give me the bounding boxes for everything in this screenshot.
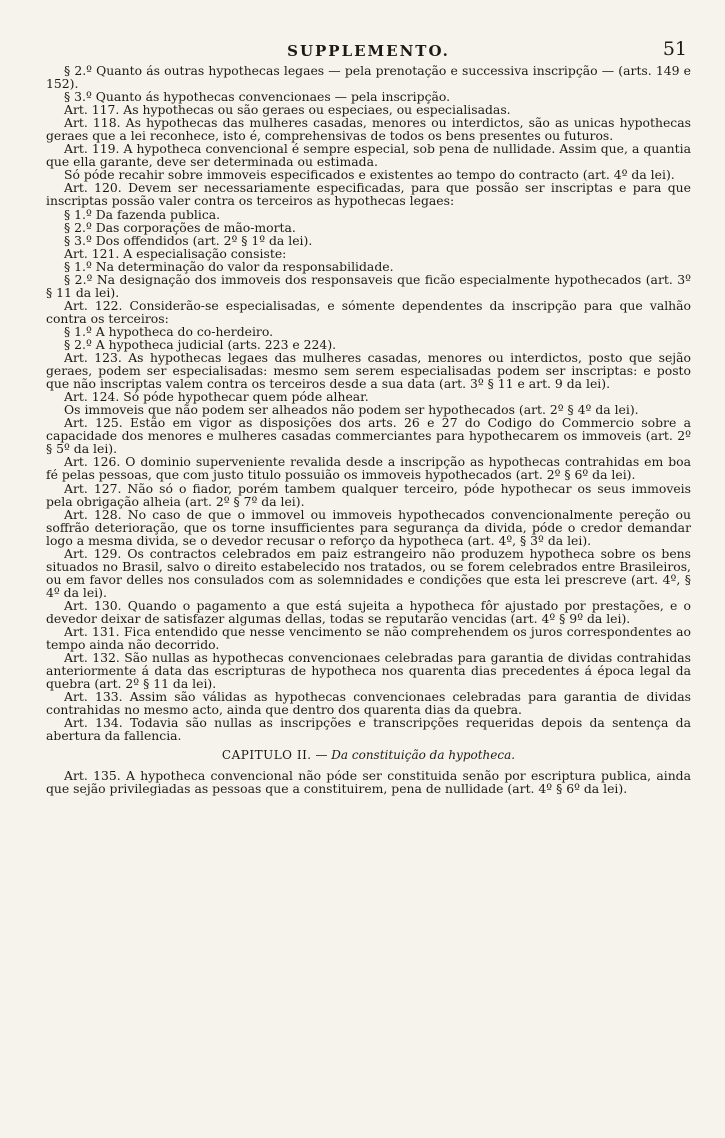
paragraph: Art. 119. A hypotheca convencional é sempre especial, sob pena de nullidade. Assim que, a quantia que ella garante, deve ser determinada ou estimada. [46, 141, 691, 170]
paragraph: § 2.º Na designação dos immoveis dos responsaveis que ficão especialmente hypothecados (art. 3º § 11 da lei). [46, 271, 691, 300]
page-header [46, 36, 691, 64]
paragraph: Art. 120. Devem ser necessariamente especificadas, para que possão ser inscriptas e para que inscriptas possão valer contra os terceiros as hypothecas legaes: [46, 180, 691, 209]
paragraph: Art. 134. Todavia são nullas as inscripções e transcripções requeridas depois da sentença da abertura da fallencia. [46, 715, 691, 744]
chapter-dash: — [315, 748, 328, 763]
paragraph: § 3.º Quanto ás hypothecas convencionaes — pela inscripção. [64, 89, 451, 105]
paragraph: § 3.º Dos offendidos (art. 2º § 1º da lei). [64, 232, 313, 248]
paragraph: Art. 121. A especialisação consiste: [64, 245, 287, 261]
paragraph: Só póde recahir sobre immoveis especificados e existentes ao tempo do contracto (art. 4º da lei). [64, 167, 675, 183]
paragraph: Art. 133. Assim são válidas as hypothecas convencionaes celebradas para garantia de dividas contrahidas no mesmo acto, ainda que dentro dos quarenta dias da quebra. [46, 689, 691, 718]
chapter-title: Da constituição da hypotheca. [331, 748, 516, 763]
paragraph: Art. 117. As hypothecas ou são geraes ou especiaes, ou especialisadas. [64, 102, 511, 118]
paragraph: Art. 118. As hypothecas das mulheres casadas, menores ou interdictos, são as unicas hypothecas geraes que a lei reconhece, isto é, comprehensivas de todos os bens presentes ou futuros. [46, 115, 691, 144]
chapter-heading [46, 748, 691, 762]
paragraph: § 1.º Da fazenda publica. [64, 206, 221, 222]
page-number: 51 [662, 38, 687, 60]
paragraph: Art. 122. Considerão-se especialisadas, e sómente dependentes da inscripção para que valhão contra os terceiros: [46, 297, 691, 326]
paragraph: Art. 130. Quando o pagamento a que está sujeita a hypotheca fôr ajustado por prestações, e o devedor deixar de satisfazer algumas dellas, todas se reputarão vencidas (art. 4º § 9º da lei). [46, 597, 691, 626]
paragraph: § 2.º A hypotheca judicial (arts. 223 e 224). [64, 336, 337, 352]
body-text-after [46, 769, 691, 795]
paragraph: Art. 124. Só póde hypothecar quem póde alhear. [64, 389, 369, 405]
paragraph: Os immoveis que não podem ser alheados não podem ser hypothecados (art. 2º § 4º da lei). [64, 402, 639, 418]
paragraph: § 2.º Quanto ás outras hypothecas legaes — pela prenotação e successiva inscripção — (arts. 149 e 152). [46, 63, 691, 92]
paragraph: Art. 126. O dominio superveniente revalida desde a inscripção as hypothecas contrahidas em boa fé pelas pessoas, que com justo titulo possuião os immoveis hypothecados (art. 2º § 6º da lei). [46, 454, 691, 483]
paragraph: Art. 131. Fica entendido que nesse vencimento se não comprehendem os juros correspondentes ao tempo ainda não decorrido. [46, 624, 691, 653]
running-title: SUPPLEMENTO. [287, 42, 450, 60]
paragraph: Art. 127. Não só o fiador, porém tambem qualquer terceiro, póde hypothecar os seus immoveis pela obrigação alheia (art. 2º § 7º da lei). [46, 480, 691, 509]
chapter-number: CAPITULO II. [221, 748, 312, 763]
paragraph: § 1.º A hypotheca do co-herdeiro. [64, 323, 274, 339]
paragraph: Art. 129. Os contractos celebrados em paiz estrangeiro não produzem hypotheca sobre os bens situados no Brasil, salvo o direito estabelecido nos tratados, ou se forem celebrados entre Brasileiros, ou em favor delles nos consulados com as solemnidades e condições que esta lei prescreve (art. 4º, § 4º da lei). [46, 545, 691, 600]
body-text [46, 64, 691, 742]
paragraph: § 2.º Das corporações de mão-morta. [64, 219, 296, 235]
paragraph: Art. 123. As hypothecas legaes das mulheres casadas, menores ou interdictos, posto que sejão geraes, podem ser especialisadas: mesmo sem serem especialisadas podem ser inscriptas: e posto que não inscriptas valem contra os terceiros desde a sua data (art. 3º § 11 e art. 9 da lei). [46, 350, 691, 392]
paragraph: § 1.º Na determinação do valor da responsabilidade. [64, 258, 394, 274]
paragraph: Art. 125. Estão em vigor as disposições dos arts. 26 e 27 do Codigo do Commercio sobre a capacidade dos menores e mulheres casadas commerciantes para hypothecarem os immoveis (art. 2º § 5º da lei). [46, 415, 691, 457]
paragraph: Art. 132. São nullas as hypothecas convencionaes celebradas para garantia de dividas contrahidas anteriormente á data das escripturas de hypotheca nos quarenta dias precedentes á época legal da quebra (art. 2º § 11 da lei). [46, 650, 691, 692]
paragraph: Art. 128. No caso de que o immovel ou immoveis hypothecados convencionalmente pereção ou soffrão deterioração, que os torne insufficientes para segurança da divida, póde o credor demandar logo a mesma divida, se o devedor recusar o reforço da hypotheca (art. 4º, § 3º da lei). [46, 506, 691, 548]
paragraph: Art. 135. A hypotheca convencional não póde ser constituida senão por escriptura publica, ainda que sejão privilegiadas as pessoas que a constituirem, pena de nullidade (art. 4º § 6º da lei). [46, 768, 691, 797]
